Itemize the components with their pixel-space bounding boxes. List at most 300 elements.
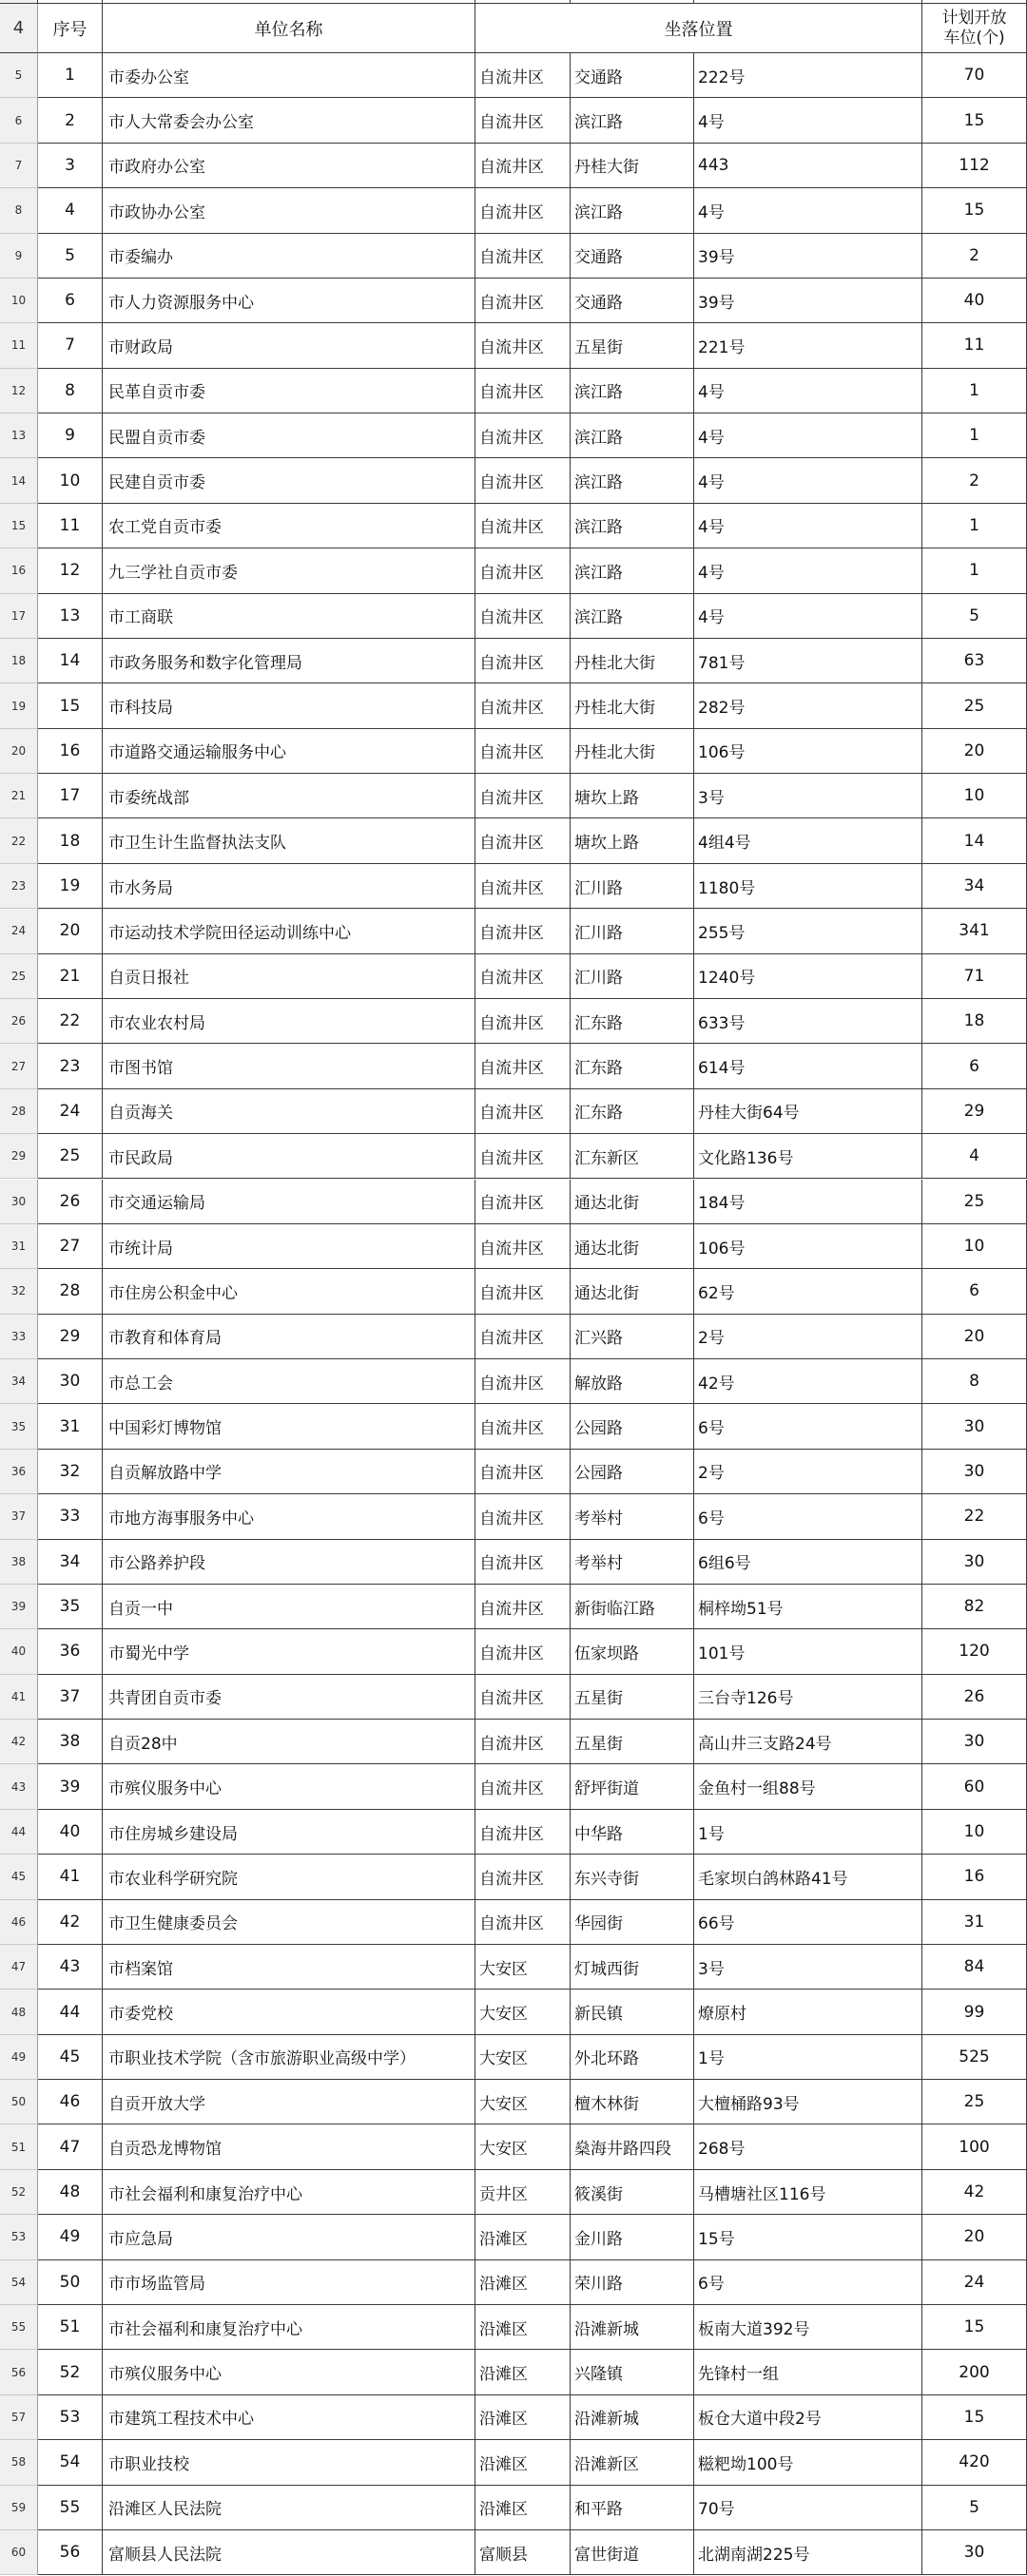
parking-spaces-cell: 8 (922, 1359, 1027, 1404)
address-number-cell: 板仓大道中段2号 (694, 2395, 922, 2440)
table-row (0, 1359, 1027, 1404)
seq-cell: 55 (38, 2486, 103, 2530)
street-cell: 交通路 (571, 279, 694, 323)
row-number: 57 (0, 2395, 38, 2440)
street-cell: 汇东新区 (571, 1134, 694, 1179)
header-spaces-line2: 车位(个) (943, 28, 1005, 48)
row-number: 59 (0, 2486, 38, 2530)
row-number: 39 (0, 1585, 38, 1629)
parking-spaces-cell: 60 (922, 1764, 1027, 1809)
district-cell: 自流井区 (475, 98, 571, 143)
row-number: 28 (0, 1089, 38, 1134)
row-number: 13 (0, 413, 38, 458)
street-cell: 交通路 (571, 53, 694, 98)
seq-cell: 34 (38, 1540, 103, 1585)
address-number-cell: 4组4号 (694, 818, 922, 863)
table-row (0, 2530, 1027, 2575)
district-cell: 自流井区 (475, 323, 571, 368)
row-number: 7 (0, 144, 38, 188)
seq-cell: 24 (38, 1089, 103, 1134)
address-number-cell: 106号 (694, 729, 922, 774)
seq-cell: 8 (38, 369, 103, 413)
unit-name-cell: 市委党校 (103, 1990, 475, 2034)
unit-name-cell: 市建筑工程技术中心 (103, 2395, 475, 2440)
seq-cell: 35 (38, 1585, 103, 1629)
seq-cell: 31 (38, 1404, 103, 1449)
parking-spaces-cell: 15 (922, 188, 1027, 233)
street-cell: 五星街 (571, 323, 694, 368)
unit-name-cell: 自贡一中 (103, 1585, 475, 1629)
row-number: 15 (0, 504, 38, 548)
row-number: 49 (0, 2035, 38, 2080)
parking-spaces-cell: 1 (922, 369, 1027, 413)
street-cell: 汇川路 (571, 954, 694, 999)
address-number-cell: 4号 (694, 458, 922, 503)
address-number-cell: 184号 (694, 1180, 922, 1224)
row-number: 14 (0, 458, 38, 503)
parking-spaces-cell: 15 (922, 2305, 1027, 2350)
seq-cell: 49 (38, 2215, 103, 2259)
parking-spaces-cell: 30 (922, 1404, 1027, 1449)
street-cell: 伍家坝路 (571, 1629, 694, 1674)
district-cell: 自流井区 (475, 1269, 571, 1314)
district-cell: 沿滩区 (475, 2260, 571, 2305)
row-number: 12 (0, 369, 38, 413)
parking-spaces-cell: 14 (922, 818, 1027, 863)
address-number-cell: 282号 (694, 683, 922, 728)
unit-name-cell: 民革自贡市委 (103, 369, 475, 413)
seq-cell: 47 (38, 2124, 103, 2169)
district-cell: 自流井区 (475, 1315, 571, 1359)
street-cell: 筱溪街 (571, 2170, 694, 2215)
address-number-cell: 15号 (694, 2215, 922, 2259)
parking-spaces-cell: 99 (922, 1990, 1027, 2034)
parking-spaces-cell: 26 (922, 1675, 1027, 1720)
district-cell: 沿滩区 (475, 2215, 571, 2259)
street-cell: 解放路 (571, 1359, 694, 1404)
parking-spaces-cell: 71 (922, 954, 1027, 999)
address-number-cell: 39号 (694, 279, 922, 323)
seq-cell: 33 (38, 1494, 103, 1539)
address-number-cell: 221号 (694, 323, 922, 368)
district-cell: 沿滩区 (475, 2440, 571, 2485)
unit-name-cell: 自贡28中 (103, 1720, 475, 1764)
parking-spaces-cell: 200 (922, 2350, 1027, 2394)
table-row (0, 504, 1027, 548)
table-row (0, 1180, 1027, 1224)
unit-name-cell: 市社会福利和康复治疗中心 (103, 2170, 475, 2215)
unit-name-cell: 市档案馆 (103, 1945, 475, 1990)
district-cell: 沿滩区 (475, 2486, 571, 2530)
seq-cell: 44 (38, 1990, 103, 2034)
row-number: 17 (0, 594, 38, 639)
address-number-cell: 6号 (694, 2260, 922, 2305)
unit-name-cell: 市水务局 (103, 864, 475, 909)
address-number-cell: 3号 (694, 774, 922, 818)
table-row (0, 683, 1027, 728)
row-number: 56 (0, 2350, 38, 2394)
row-number: 43 (0, 1764, 38, 1809)
parking-spaces-cell: 16 (922, 1855, 1027, 1899)
table-row (0, 1855, 1027, 1899)
unit-name-cell: 市交通运输局 (103, 1180, 475, 1224)
table-row (0, 999, 1027, 1044)
parking-spaces-cell: 10 (922, 774, 1027, 818)
seq-cell: 1 (38, 53, 103, 98)
header-location: 坐落位置 (475, 4, 922, 53)
unit-name-cell: 富顺县人民法院 (103, 2530, 475, 2575)
table-row (0, 954, 1027, 999)
address-number-cell: 39号 (694, 234, 922, 279)
seq-cell: 36 (38, 1629, 103, 1674)
parking-spaces-cell: 15 (922, 2395, 1027, 2440)
table-row (0, 2395, 1027, 2440)
row-number: 58 (0, 2440, 38, 2485)
unit-name-cell: 市政务服务和数字化管理局 (103, 639, 475, 683)
address-number-cell: 633号 (694, 999, 922, 1044)
table-row (0, 144, 1027, 188)
seq-cell: 9 (38, 413, 103, 458)
table-row (0, 2170, 1027, 2215)
row-number: 50 (0, 2080, 38, 2124)
parking-spaces-cell: 4 (922, 1134, 1027, 1179)
parking-spaces-cell: 341 (922, 909, 1027, 953)
address-number-cell: 4号 (694, 369, 922, 413)
table-row (0, 1990, 1027, 2034)
seq-cell: 48 (38, 2170, 103, 2215)
address-number-cell: 781号 (694, 639, 922, 683)
street-cell: 滨江路 (571, 458, 694, 503)
district-cell: 自流井区 (475, 504, 571, 548)
street-cell: 通达北街 (571, 1224, 694, 1269)
row-number: 53 (0, 2215, 38, 2259)
district-cell: 大安区 (475, 2080, 571, 2124)
parking-spaces-cell: 525 (922, 2035, 1027, 2080)
street-cell: 新民镇 (571, 1990, 694, 2034)
address-number-cell: 马槽塘社区116号 (694, 2170, 922, 2215)
parking-spaces-cell: 70 (922, 53, 1027, 98)
unit-name-cell: 市殡仪服务中心 (103, 1764, 475, 1809)
district-cell: 大安区 (475, 2035, 571, 2080)
address-number-cell: 70号 (694, 2486, 922, 2530)
district-cell: 自流井区 (475, 1810, 571, 1855)
district-cell: 自流井区 (475, 729, 571, 774)
seq-cell: 51 (38, 2305, 103, 2350)
parking-spaces-cell: 20 (922, 729, 1027, 774)
seq-cell: 37 (38, 1675, 103, 1720)
address-number-cell: 桐梓坳51号 (694, 1585, 922, 1629)
table-row (0, 1224, 1027, 1269)
row-number: 20 (0, 729, 38, 774)
district-cell: 贡井区 (475, 2170, 571, 2215)
row-number: 10 (0, 279, 38, 323)
seq-cell: 16 (38, 729, 103, 774)
unit-name-cell: 自贡解放路中学 (103, 1450, 475, 1494)
table-row (0, 1089, 1027, 1134)
street-cell: 滨江路 (571, 369, 694, 413)
district-cell: 自流井区 (475, 1855, 571, 1899)
table-row (0, 234, 1027, 279)
row-number: 23 (0, 864, 38, 909)
table-row (0, 1900, 1027, 1945)
seq-cell: 21 (38, 954, 103, 999)
district-cell: 自流井区 (475, 279, 571, 323)
unit-name-cell: 自贡开放大学 (103, 2080, 475, 2124)
header-spaces (922, 4, 1027, 53)
unit-name-cell: 市农业农村局 (103, 999, 475, 1044)
seq-cell: 18 (38, 818, 103, 863)
unit-name-cell: 市人力资源服务中心 (103, 279, 475, 323)
address-number-cell: 4号 (694, 594, 922, 639)
district-cell: 自流井区 (475, 1359, 571, 1404)
parking-spaces-cell: 10 (922, 1224, 1027, 1269)
unit-name-cell: 共青团自贡市委 (103, 1675, 475, 1720)
unit-name-cell: 市蜀光中学 (103, 1629, 475, 1674)
district-cell: 自流井区 (475, 234, 571, 279)
street-cell: 沿滩新区 (571, 2440, 694, 2485)
district-cell: 自流井区 (475, 1134, 571, 1179)
street-cell: 中华路 (571, 1810, 694, 1855)
seq-cell: 43 (38, 1945, 103, 1990)
header-spaces-line1: 计划开放 (941, 8, 1007, 28)
district-cell: 自流井区 (475, 1900, 571, 1945)
district-cell: 自流井区 (475, 1089, 571, 1134)
row-number: 16 (0, 548, 38, 593)
table-row (0, 1134, 1027, 1179)
seq-cell: 13 (38, 594, 103, 639)
unit-name-cell: 沿滩区人民法院 (103, 2486, 475, 2530)
table-row (0, 53, 1027, 98)
address-number-cell: 106号 (694, 1224, 922, 1269)
parking-spaces-cell: 40 (922, 279, 1027, 323)
parking-spaces-cell: 120 (922, 1629, 1027, 1674)
street-cell: 丹桂北大街 (571, 729, 694, 774)
district-cell: 自流井区 (475, 1404, 571, 1449)
district-cell: 自流井区 (475, 909, 571, 953)
street-cell: 檀木林街 (571, 2080, 694, 2124)
address-number-cell: 4号 (694, 548, 922, 593)
seq-cell: 12 (38, 548, 103, 593)
unit-name-cell: 市委编办 (103, 234, 475, 279)
parking-spaces-cell: 30 (922, 1450, 1027, 1494)
district-cell: 自流井区 (475, 683, 571, 728)
parking-spaces-cell: 1 (922, 413, 1027, 458)
parking-spaces-cell: 25 (922, 1180, 1027, 1224)
district-cell: 自流井区 (475, 1044, 571, 1088)
row-number: 33 (0, 1315, 38, 1359)
unit-name-cell: 市委统战部 (103, 774, 475, 818)
parking-spaces-cell: 20 (922, 2215, 1027, 2259)
row-number: 35 (0, 1404, 38, 1449)
parking-spaces-cell: 82 (922, 1585, 1027, 1629)
parking-spaces-cell: 10 (922, 1810, 1027, 1855)
table-row (0, 2260, 1027, 2305)
district-cell: 自流井区 (475, 458, 571, 503)
unit-name-cell: 市卫生计生监督执法支队 (103, 818, 475, 863)
table-row (0, 1585, 1027, 1629)
unit-name-cell: 自贡恐龙博物馆 (103, 2124, 475, 2169)
seq-cell: 23 (38, 1044, 103, 1088)
table-row (0, 1450, 1027, 1494)
address-number-cell: 443 (694, 144, 922, 188)
address-number-cell: 6号 (694, 1404, 922, 1449)
address-number-cell: 三台寺126号 (694, 1675, 922, 1720)
seq-cell: 20 (38, 909, 103, 953)
table-row (0, 1720, 1027, 1764)
table-row (0, 818, 1027, 863)
district-cell: 自流井区 (475, 53, 571, 98)
street-cell: 通达北街 (571, 1180, 694, 1224)
table-row (0, 1269, 1027, 1314)
seq-cell: 19 (38, 864, 103, 909)
unit-name-cell: 市社会福利和康复治疗中心 (103, 2305, 475, 2350)
parking-spaces-cell: 1 (922, 504, 1027, 548)
address-number-cell: 1号 (694, 2035, 922, 2080)
unit-name-cell: 市道路交通运输服务中心 (103, 729, 475, 774)
table-row (0, 1404, 1027, 1449)
address-number-cell: 2号 (694, 1315, 922, 1359)
table-row (0, 909, 1027, 953)
unit-name-cell: 市图书馆 (103, 1044, 475, 1088)
street-cell: 富世街道 (571, 2530, 694, 2575)
seq-cell: 15 (38, 683, 103, 728)
row-number: 45 (0, 1855, 38, 1899)
district-cell: 自流井区 (475, 1629, 571, 1674)
seq-cell: 7 (38, 323, 103, 368)
address-number-cell: 金鱼村一组88号 (694, 1764, 922, 1809)
parking-spaces-cell: 34 (922, 864, 1027, 909)
seq-cell: 32 (38, 1450, 103, 1494)
row-number: 51 (0, 2124, 38, 2169)
seq-cell: 39 (38, 1764, 103, 1809)
unit-name-cell: 市统计局 (103, 1224, 475, 1269)
unit-name-cell: 市政府办公室 (103, 144, 475, 188)
table-row (0, 458, 1027, 503)
seq-cell: 52 (38, 2350, 103, 2394)
street-cell: 荣川路 (571, 2260, 694, 2305)
address-number-cell: 先锋村一组 (694, 2350, 922, 2394)
table-row (0, 1540, 1027, 1585)
seq-cell: 11 (38, 504, 103, 548)
district-cell: 自流井区 (475, 774, 571, 818)
street-cell: 五星街 (571, 1720, 694, 1764)
street-cell: 汇东路 (571, 999, 694, 1044)
row-number: 6 (0, 98, 38, 143)
unit-name-cell: 市委办公室 (103, 53, 475, 98)
address-number-cell: 高山井三支路24号 (694, 1720, 922, 1764)
unit-name-cell: 市民政局 (103, 1134, 475, 1179)
unit-name-cell: 市卫生健康委员会 (103, 1900, 475, 1945)
address-number-cell: 62号 (694, 1269, 922, 1314)
table-row (0, 594, 1027, 639)
district-cell: 自流井区 (475, 1585, 571, 1629)
table-row (0, 369, 1027, 413)
address-number-cell: 丹桂大街64号 (694, 1089, 922, 1134)
parking-spaces-cell: 63 (922, 639, 1027, 683)
parking-spaces-cell: 5 (922, 594, 1027, 639)
unit-name-cell: 市地方海事服务中心 (103, 1494, 475, 1539)
row-number: 11 (0, 323, 38, 368)
street-cell: 塘坎上路 (571, 774, 694, 818)
row-number: 30 (0, 1180, 38, 1224)
seq-cell: 6 (38, 279, 103, 323)
street-cell: 公园路 (571, 1450, 694, 1494)
table-row (0, 2124, 1027, 2169)
street-cell: 塘坎上路 (571, 818, 694, 863)
table-row (0, 2305, 1027, 2350)
street-cell: 沿滩新城 (571, 2395, 694, 2440)
parking-spaces-cell: 6 (922, 1269, 1027, 1314)
seq-cell: 40 (38, 1810, 103, 1855)
seq-cell: 41 (38, 1855, 103, 1899)
street-cell: 汇东路 (571, 1089, 694, 1134)
address-number-cell: 1240号 (694, 954, 922, 999)
table-row (0, 2350, 1027, 2394)
row-number: 36 (0, 1450, 38, 1494)
district-cell: 自流井区 (475, 1224, 571, 1269)
street-cell: 滨江路 (571, 188, 694, 233)
parking-spaces-cell: 15 (922, 98, 1027, 143)
unit-name-cell: 市殡仪服务中心 (103, 2350, 475, 2394)
seq-cell: 26 (38, 1180, 103, 1224)
address-number-cell: 1号 (694, 1810, 922, 1855)
parking-spaces-cell: 420 (922, 2440, 1027, 2485)
header-name: 单位名称 (103, 4, 475, 53)
parking-spaces-cell: 112 (922, 144, 1027, 188)
district-cell: 自流井区 (475, 639, 571, 683)
parking-spaces-cell: 18 (922, 999, 1027, 1044)
address-number-cell: 大檀桶路93号 (694, 2080, 922, 2124)
row-number: 8 (0, 188, 38, 233)
street-cell: 滨江路 (571, 548, 694, 593)
unit-name-cell: 市工商联 (103, 594, 475, 639)
unit-name-cell: 民建自贡市委 (103, 458, 475, 503)
street-cell: 滨江路 (571, 413, 694, 458)
parking-spaces-cell: 42 (922, 2170, 1027, 2215)
street-cell: 汇川路 (571, 864, 694, 909)
row-number: 55 (0, 2305, 38, 2350)
district-cell: 自流井区 (475, 548, 571, 593)
street-cell: 丹桂北大街 (571, 639, 694, 683)
street-cell: 汇川路 (571, 909, 694, 953)
table-row (0, 2486, 1027, 2530)
table-row (0, 279, 1027, 323)
address-number-cell: 3号 (694, 1945, 922, 1990)
district-cell: 自流井区 (475, 954, 571, 999)
unit-name-cell: 市市场监管局 (103, 2260, 475, 2305)
address-number-cell: 文化路136号 (694, 1134, 922, 1179)
address-number-cell: 42号 (694, 1359, 922, 1404)
address-number-cell: 6号 (694, 1494, 922, 1539)
unit-name-cell: 市住房城乡建设局 (103, 1810, 475, 1855)
address-number-cell: 毛家坝白鸽林路41号 (694, 1855, 922, 1899)
table-row (0, 1044, 1027, 1088)
address-number-cell: 2号 (694, 1450, 922, 1494)
district-cell: 自流井区 (475, 144, 571, 188)
street-cell: 滨江路 (571, 504, 694, 548)
parking-spaces-cell: 22 (922, 1494, 1027, 1539)
row-number: 31 (0, 1224, 38, 1269)
table-row (0, 413, 1027, 458)
address-number-cell: 4号 (694, 504, 922, 548)
district-cell: 自流井区 (475, 1494, 571, 1539)
table-row (0, 1629, 1027, 1674)
address-number-cell: 268号 (694, 2124, 922, 2169)
table-row (0, 1945, 1027, 1990)
parking-spaces-cell: 2 (922, 234, 1027, 279)
address-number-cell: 板南大道392号 (694, 2305, 922, 2350)
unit-name-cell: 市科技局 (103, 683, 475, 728)
